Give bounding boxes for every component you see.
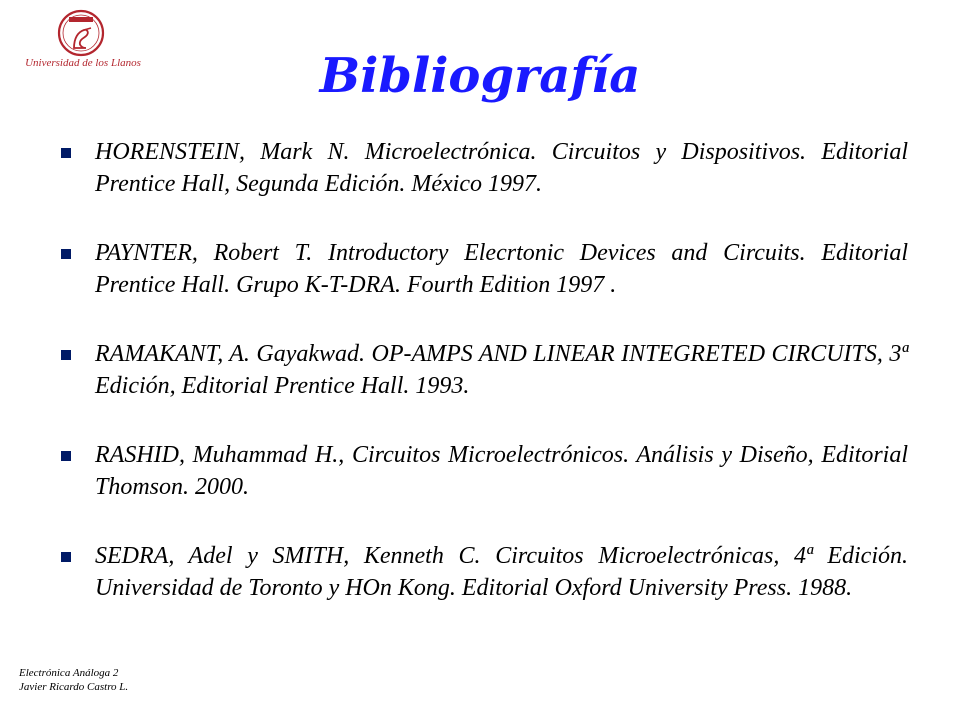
page-title: Bibliografía [319,48,641,104]
square-bullet-icon [61,249,71,259]
reference-text: HORENSTEIN, Mark N. Microelectrónica. Circuitos y Dispositivos. Editorial Prentice Hall, Segunda Edición. México 1997. [95,139,908,197]
bibliography-item [60,237,908,301]
square-bullet-icon [61,451,71,461]
reference-text: PAYNTER, Robert T. Introductory Elecrtonic Devices and Circuits. Editorial Prentice Hall. Grupo K-T-DRA. Fourth Edition 1997 . [95,240,908,298]
reference-text: RAMAKANT, A. Gayakwad. OP-AMPS AND LINEAR INTEGRETED CIRCUITS, 3ª Edición, Editorial Prentice Hall. 1993. [95,341,908,399]
logo-caption: Universidad de los Llanos [25,57,141,69]
square-bullet-icon [61,350,71,360]
bibliography-item [60,136,908,200]
reference-text: SEDRA, Adel y SMITH, Kenneth C. Circuitos Microelectrónicas, 4ª Edición. Universidad de Toronto y HOn Kong. Editorial Oxford University Press. 1988. [95,543,908,601]
bibliography-item [60,439,908,503]
square-bullet-icon [61,148,71,158]
slide-footer [19,666,128,694]
footer-author: Javier Ricardo Castro L. [19,681,129,693]
footer-course: Electrónica Análoga 2 [19,667,119,679]
bibliography-list [60,136,908,641]
bibliography-item [60,338,908,402]
square-bullet-icon [61,552,71,562]
bibliography-item [60,540,908,604]
reference-text: RASHID, Muhammad H., Circuitos Microelectrónicos. Análisis y Diseño, Editorial Thomson. 2000. [95,442,908,500]
